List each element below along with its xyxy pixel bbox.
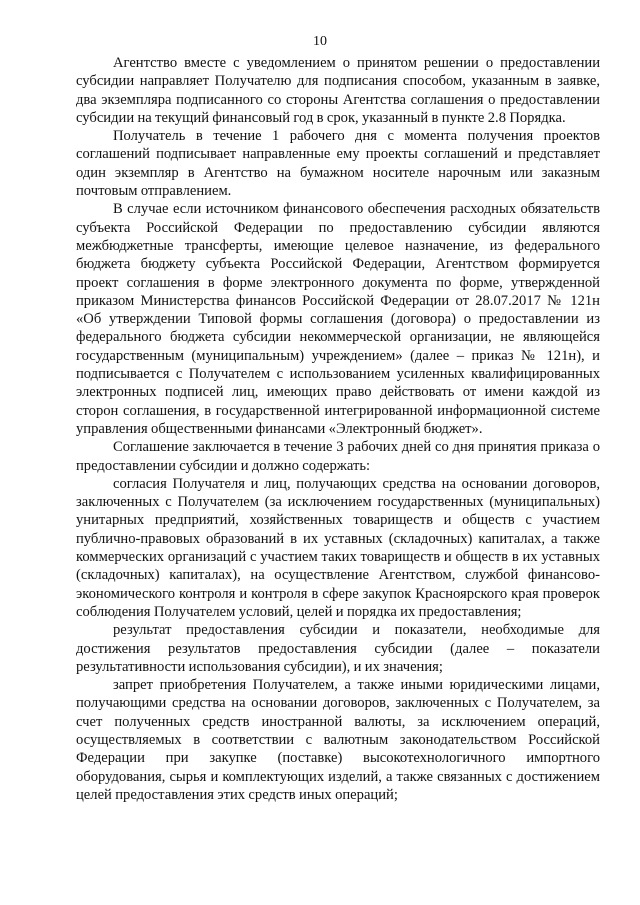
page-number: 10 (313, 34, 327, 49)
document-body (76, 54, 600, 804)
paragraph-agreement-terms: Соглашение заключается в течение 3 рабочих дней со дня принятия приказа о предоставлении субсидии и должно содержать: (76, 439, 600, 474)
paragraph-electronic-agreement: В случае если источником финансового обеспечения расходных обязательств субъекта Российской Федерации по предоставлению субсидии являются межбюджетные трансферты, имеющие целевое назначение, из федерального бюджета бюджету субъекта Российской Федерации, Агентством формируется проект соглашения в форме электронного документа по форме, утвержденной приказом Министерства финансов Российской Федерации от 28.07.2017 № 121н «Об утверждении Типовой формы соглашения (договора) о предоставлении из федерального бюджета субсидии некоммерческой организации, не являющейся государственным (муниципальным) учреждением» (далее – приказ № 121н), и подписывается с Получателем с использованием усиленных квалифицированных электронных подписей лиц, имеющих право действовать от имени каждой из сторон соглашения, в государственной интегрированной информационной системе управления общественными финансами «Электронный бюджет». (76, 201, 600, 437)
paragraph-recipient-signing: Получатель в течение 1 рабочего дня с момента получения проектов соглашений подписывает направленные ему проекты соглашений и представляет один экземпляр в Агентство на бумажном носителе нарочным или заказным почтовым отправлением. (76, 128, 600, 200)
paragraph-results-indicators: результат предоставления субсидии и показатели, необходимые для достижения результатов предоставления субсидии (далее – показатели результативности использования субсидии), и их значения; (76, 622, 600, 675)
paragraph-agency-notification: Агентство вместе с уведомлением о принятом решении о предоставлении субсидии направляет Получателю для подписания способом, указанным в заявке, два экземпляра подписанного со стороны Агентства соглашения о предоставлении субсидии на текущий финансовый год в срок, указанный в пункте 2.8 Порядка. (76, 55, 600, 126)
paragraph-currency-prohibition: запрет приобретения Получателем, а также иными юридическими лицами, получающими средства на основании договоров, заключенных с Получателем, за счет полученных средств иностранной валюты, за исключением операций, осуществляемых в соответствии с валютным законодательством Российской Федерации при закупке (поставке) высокотехнологичного импортного оборудования, сырья и комплектующих изделий, а также связанных с достижением целей предоставления этих средств иных операций; (76, 677, 600, 803)
paragraph-consent-to-audits: согласия Получателя и лиц, получающих средства на основании договоров, заключенных с Получателем (за исключением государственных (муниципальных) унитарных предприятий, хозяйственных товариществ и обществ с участием публично-правовых образований в их уставных (складочных) капиталах, а также коммерческих организаций с участием таких товариществ и обществ в их уставных (складочных) капиталах), на осуществление Агентством, службой финансово-экономического контроля и контроля в сфере закупок Красноярского края проверок соблюдения Получателем условий, целей и порядка их предоставления; (76, 475, 600, 620)
